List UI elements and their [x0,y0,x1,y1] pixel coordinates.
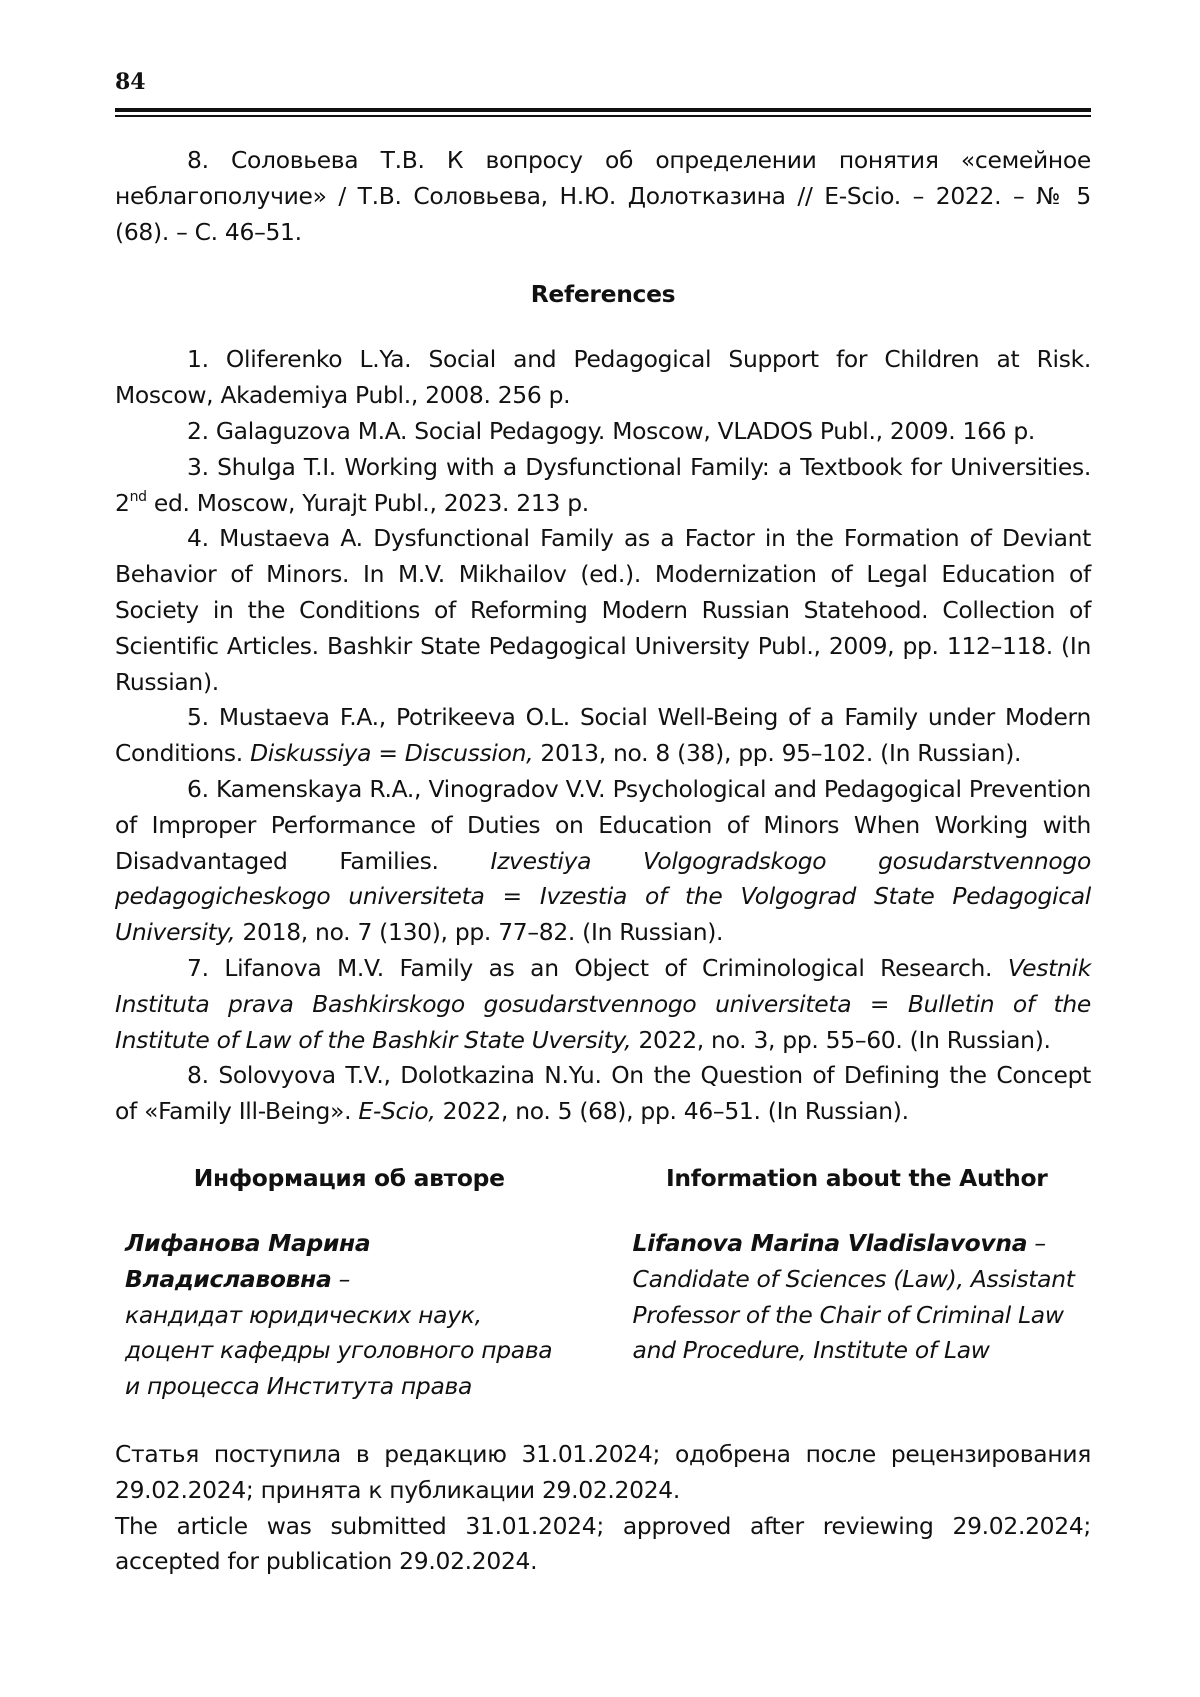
references-title: References [530,280,676,309]
top-reference-entry: 8. Соловьева Т.В. К вопросу об определении понятия «семейное неблагополучие» / Т.В. Соловьева, Н.Ю. Долотказина // E-Scio. – 2022. – № 5 (68). – С. 46–51. [115,146,1091,246]
author-desc-en: Lifanova Marina Vladislavovna – Candidate of Sciences (Law), Assistant Professor of the Chair of Criminal Law and Procedure, Institute of Law [623,1226,1091,1369]
reference-item-3: 3. Shulga T.I. Working with a Dysfunctional Family: a Textbook for Universities. 2nd ed. Moscow, Yurajt Publ., 2023. 213 p. [115,452,1091,517]
author-info [115,1160,1091,1405]
reference-item-4: 4. Mustaeva A. Dysfunctional Family as a Factor in the Formation of Deviant Behavior of Minors. In M.V. Mikhailov (ed.). Modernization of Legal Education of Society in the Conditions of Reforming Modern Russian Statehood. Collection of Scientific Articles. Bashkir State Pedagogical University Publ., 2009, pp. 112–118. (In Russian). [115,524,1091,696]
author-desc-line: Candidate of Sciences (Law), Assistant [632,1264,1075,1293]
author-desc-line: доцент кафедры уголовного права [125,1336,553,1365]
author-desc-line: и процесса Института права [125,1372,473,1401]
reference-item-2: 2. Galaguzova M.A. Social Pedagogy. Moscow, VLADOS Publ., 2009. 166 p. [187,416,1036,445]
top-reference [115,143,1091,250]
author-desc-ru: Лифанова Марина Владиславовна – кандидат юридических наук, доцент кафедры уголовного права и процесса Института права [115,1226,583,1405]
reference-item-8: 8. Solovyova T.V., Dolotkazina N.Yu. On the Question of Defining the Concept of «Family Ill-Being». E-Scio, 2022, no. 5 (68), pp. 46–51. (In Russian). [115,1061,1091,1126]
author-desc-line: Professor of the Chair of Criminal Law [632,1300,1064,1329]
author-desc-line: кандидат юридических наук, [125,1300,482,1329]
author-info-ru [115,1160,583,1405]
page-number: 84 [115,69,146,95]
references-list [115,342,1091,1130]
reference-item-5: 5. Mustaeva F.A., Potrikeeva O.L. Social Well-Being of a Family under Modern Conditions. Diskussiya = Discussion, 2013, no. 8 (38), pp. 95–102. (In Russian). [115,703,1091,768]
author-name-ru: Лифанова Марина Владиславовна [125,1228,371,1293]
reference-item-6: 6. Kamenskaya R.A., Vinogradov V.V. Psychological and Pedagogical Prevention of Improper Performance of Duties on Education of Minors When Working with Disadvantaged Families. Izvestiya Volgogradskogo gosudarstvennogo pedagogicheskogo universiteta = Ivzestia of the Volgograd State Pedagogical University, 2018, no. 7 (130), pp. 77–82. (In Russian). [115,774,1091,947]
document-page [115,68,1091,1580]
author-heading-en: Information about the Author [665,1163,1048,1192]
author-heading-ru: Информация об авторе [193,1163,505,1192]
header-rule-thin [115,115,1091,117]
author-info-en [623,1160,1091,1405]
article-dates [115,1437,1091,1580]
reference-item-1: 1. Oliferenko L.Ya. Social and Pedagogical Support for Children at Risk. Moscow, Akademiya Publ., 2008. 256 p. [115,345,1091,410]
article-dates-ru: Статья поступила в редакцию 31.01.2024; одобрена после рецензирования 29.02.2024; принята к публикации 29.02.2024. [115,1439,1091,1504]
article-dates-en: The article was submitted 31.01.2024; approved after reviewing 29.02.2024; accepted for publication 29.02.2024. [115,1511,1091,1576]
author-name-en: Lifanova Marina Vladislavovna [632,1228,1028,1257]
reference-item-7: 7. Lifanova M.V. Family as an Object of Criminological Research. Vestnik Instituta prava Bashkirskogo gosudarstvennogo universiteta = Bulletin of the Institute of Law of the Bashkir State Uversity, 2022, no. 3, pp. 55–60. (In Russian). [115,953,1091,1054]
author-desc-line: and Procedure, Institute of Law [632,1336,990,1365]
